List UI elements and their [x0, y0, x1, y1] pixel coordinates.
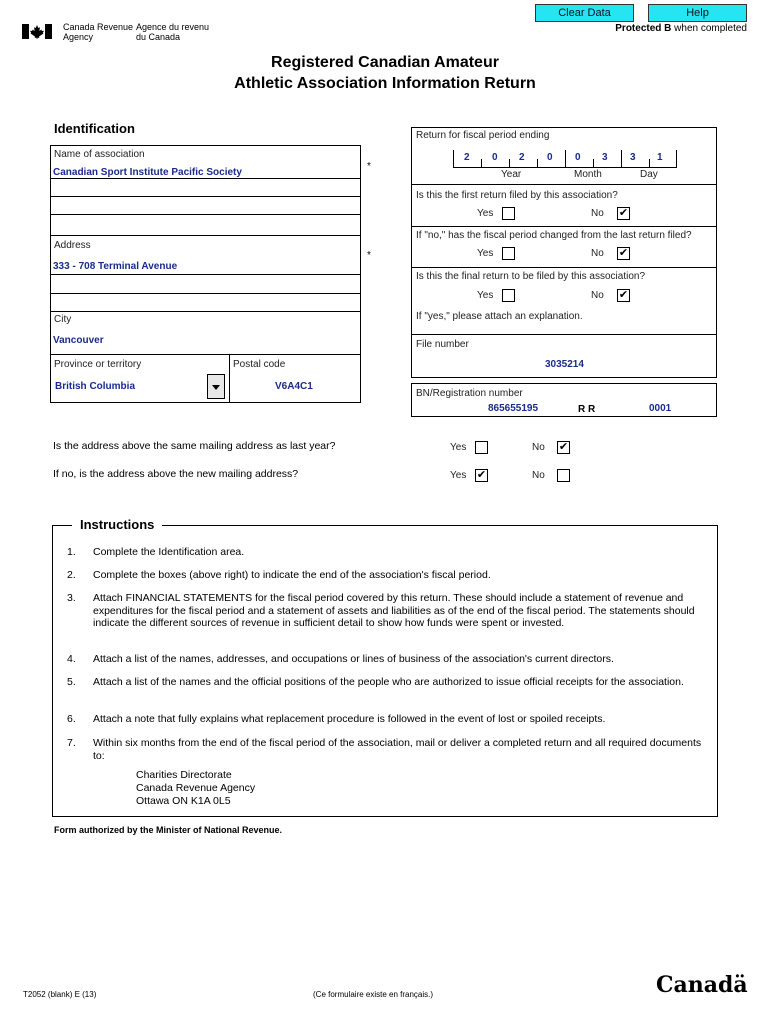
new-mailing-no-checkbox[interactable] — [557, 469, 570, 482]
form-code: T2052 (blank) E (13) — [23, 990, 97, 999]
file-number-label: File number — [416, 339, 469, 350]
yes-label: Yes — [450, 442, 467, 453]
no-label: No — [591, 248, 604, 259]
same-mailing-yes-checkbox[interactable] — [475, 441, 488, 454]
period-changed-yes-checkbox[interactable] — [502, 247, 515, 260]
date-digit: 2 — [464, 152, 470, 163]
agency-name-fr: Agence du revenu du Canada — [136, 22, 210, 42]
name-label: Name of association — [54, 149, 145, 160]
page-title: Registered Canadian Amateur Athletic Association Information Return — [234, 54, 536, 92]
no-label: No — [532, 470, 545, 481]
authorization-note: Form authorized by the Minister of National Revenue. — [54, 825, 283, 835]
final-return-yes-checkbox[interactable] — [502, 289, 515, 302]
same-mailing-no-checkbox[interactable]: ✔ — [558, 441, 569, 453]
new-mailing-question: If no, is the address above the new mailing address? — [53, 468, 299, 480]
canada-flag-icon — [22, 24, 52, 39]
mailing-address: Charities Directorate Canada Revenue Agency Ottawa ON K1A 0L5 — [136, 769, 256, 807]
province-label: Province or territory — [54, 359, 142, 370]
province-select[interactable]: British Columbia — [55, 381, 136, 392]
final-return-no-checkbox[interactable]: ✔ — [618, 289, 629, 301]
bn-input[interactable]: 865655195 — [488, 403, 539, 414]
chevron-down-icon — [208, 375, 224, 398]
same-mailing-question: Is the address above the same mailing address as last year? — [53, 440, 336, 452]
agency-name-en: Canada Revenue Agency — [63, 22, 134, 42]
address-input[interactable]: 333 - 708 Terminal Avenue — [53, 261, 178, 272]
fiscal-period-label: Return for fiscal period ending — [416, 130, 550, 141]
date-digit: 3 — [602, 152, 608, 163]
period-changed-no-checkbox[interactable]: ✔ — [618, 247, 629, 259]
instructions-heading: Instructions — [72, 517, 162, 532]
rr-label: R R — [578, 404, 596, 415]
postal-code-input[interactable]: V6A4C1 — [275, 381, 313, 392]
clear-data-button[interactable]: Clear Data — [535, 4, 634, 22]
help-button[interactable]: Help — [648, 4, 747, 22]
fiscal-date-field[interactable] — [453, 150, 677, 168]
canada-wordmark-logo: Canadä — [656, 972, 748, 998]
date-digit: 1 — [657, 152, 663, 163]
yes-label: Yes — [477, 290, 494, 301]
no-label: No — [532, 442, 545, 453]
postal-code-label: Postal code — [233, 359, 286, 370]
province-dropdown-button[interactable] — [207, 374, 225, 399]
yes-label: Yes — [477, 248, 494, 259]
month-label: Month — [574, 169, 602, 180]
french-note: (Ce formulaire existe en français.) — [313, 990, 434, 999]
file-number-input[interactable]: 3035214 — [545, 359, 584, 370]
yes-label: Yes — [450, 470, 467, 481]
address-label: Address — [54, 240, 91, 251]
yes-label: Yes — [477, 208, 494, 219]
city-label: City — [54, 314, 72, 325]
final-return-question: Is this the final return to be filed by this association? — [416, 271, 646, 282]
date-digit: 0 — [575, 152, 581, 163]
date-digit: 0 — [547, 152, 553, 163]
date-digit: 3 — [630, 152, 636, 163]
first-return-question: Is this the first return filed by this association? — [416, 190, 618, 201]
bn-label: BN/Registration number — [416, 388, 523, 399]
period-changed-question: If "no," has the fiscal period changed from the last return filed? — [416, 230, 692, 241]
protected-notice: Protected B when completed — [615, 23, 747, 34]
identification-heading: Identification — [54, 121, 135, 136]
date-digit: 0 — [492, 152, 498, 163]
day-label: Day — [640, 169, 658, 180]
city-input[interactable]: Vancouver — [53, 335, 104, 346]
first-return-no-checkbox[interactable]: ✔ — [618, 207, 629, 219]
date-digit: 2 — [519, 152, 525, 163]
name-input[interactable]: Canadian Sport Institute Pacific Society — [53, 167, 242, 178]
year-label: Year — [501, 169, 522, 180]
final-return-note: If "yes," please attach an explanation. — [416, 311, 583, 322]
bn-suffix-input[interactable]: 0001 — [649, 403, 672, 414]
no-label: No — [591, 290, 604, 301]
required-asterisk: * — [367, 161, 371, 172]
required-asterisk: * — [367, 250, 371, 261]
no-label: No — [591, 208, 604, 219]
first-return-yes-checkbox[interactable] — [502, 207, 515, 220]
new-mailing-yes-checkbox[interactable]: ✔ — [476, 469, 487, 481]
